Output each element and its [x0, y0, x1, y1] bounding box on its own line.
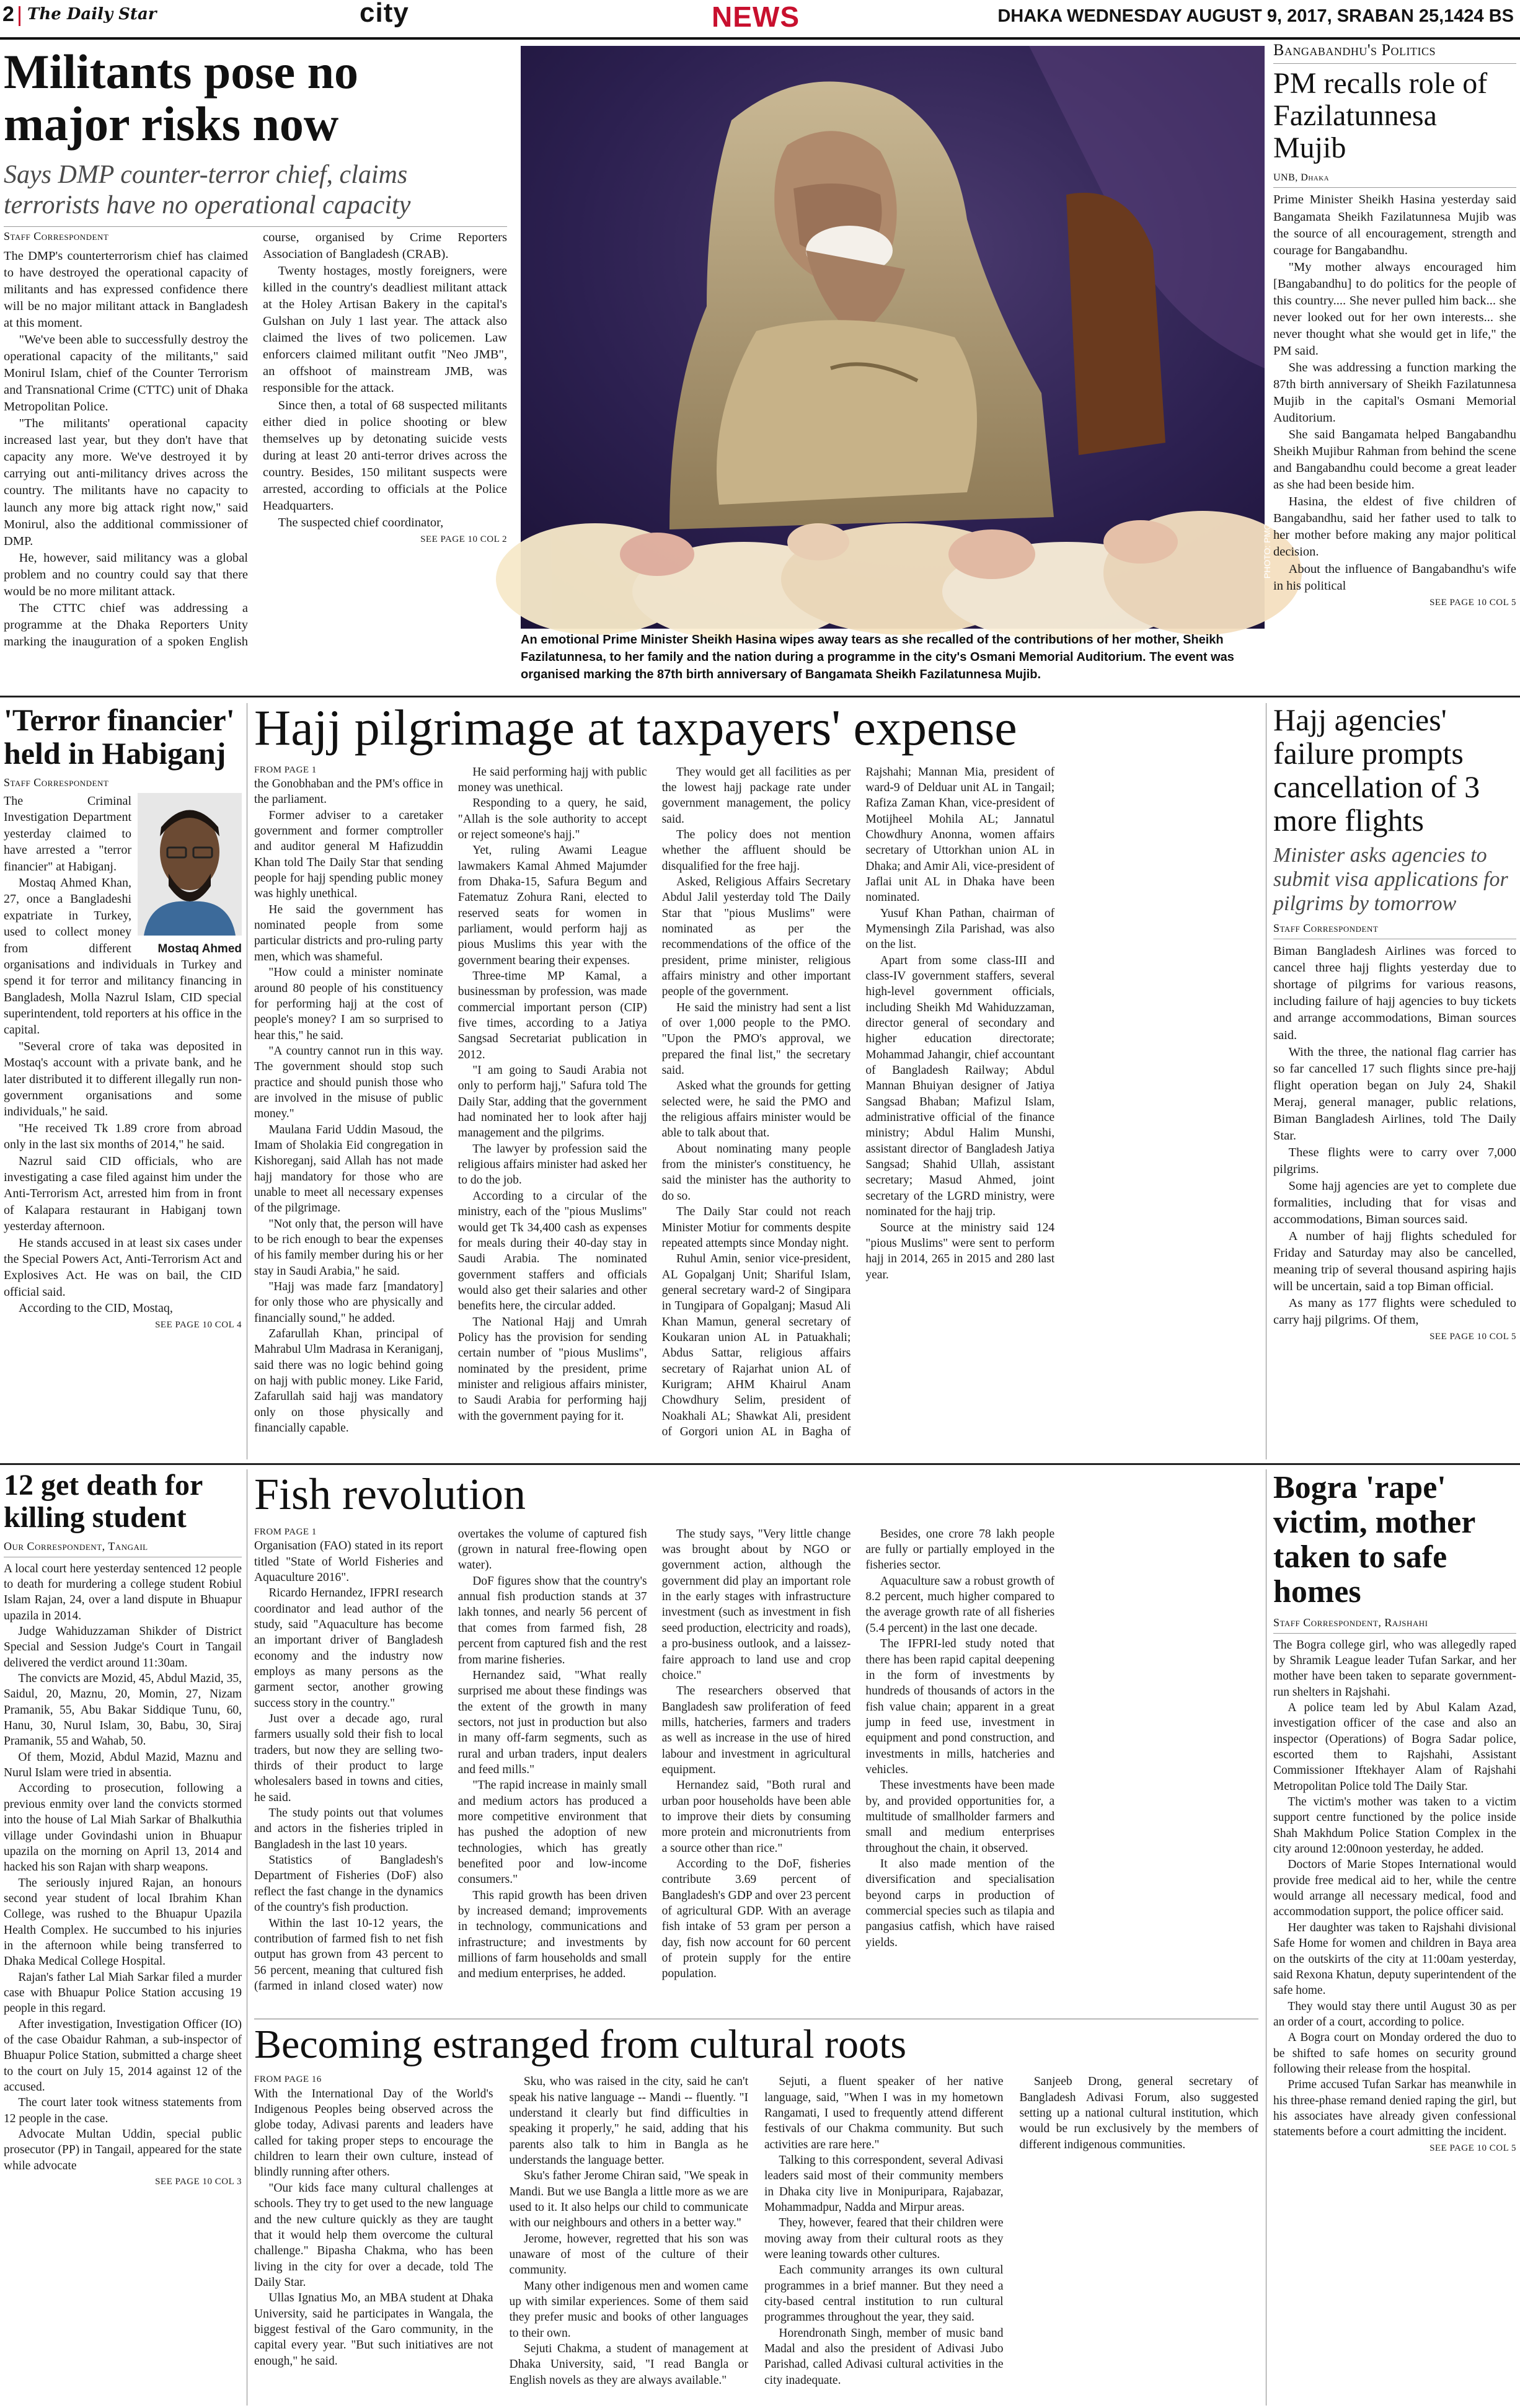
- deck-rule: [4, 226, 507, 227]
- masthead: [0, 0, 1520, 36]
- paragraph: It also made mention of the diversification and specialisation beyond carps in production of commercial species such as tilapia and pangasius catfish, which have raised yields.: [865, 1857, 1055, 1949]
- paragraph: He stands accused in at least six cases under the Special Powers Act, Anti-Terrorism Act and Explosives Act. He was on bail, the CID official said.: [4, 1236, 242, 1299]
- byline: Staff Correspondent: [1273, 922, 1379, 935]
- paragraph: A local court here yesterday sentenced 12 people to death for murdering a college student Robiul Islam Rajan, 24, over a land dispute in Bhuapur upazila in 2014.: [4, 1562, 242, 1622]
- paragraph: Judge Wahiduzzaman Shikder of District Special and Session Judge's Court in Tangail delivered the verdict around 11:30am.: [4, 1625, 242, 1670]
- article-body: [4, 229, 507, 657]
- paragraph: The researchers observed that Bangladesh saw proliferation of feed mills, hatcheries, farmers and traders as well as increase in the use of hired labour and investment in agricultural equipment.: [661, 1684, 851, 1776]
- paragraph: Sejuti Chakma, a student of management at Dhaka University, said, "I read Bangla or English novels as they are always available.": [509, 2342, 748, 2387]
- news-photo: [521, 46, 1272, 629]
- paragraph: Besides, one crore 78 lakh people are fully or partially employed in the fisheries sector.: [865, 1527, 1055, 1572]
- paragraph: She was addressing a function marking the 87th birth anniversary of Sheikh Fazilatunnesa Mujib in the capital's Osmani Memorial Auditorium.: [1273, 360, 1516, 425]
- paragraph: Former adviser to a caretaker government and former comptroller and auditor general M Hafizuddin Khan told The Daily Star that sending people for hajj spending public money was highly unethical.: [254, 808, 443, 901]
- paragraph: He said performing hajj with public money was unethical.: [457, 765, 647, 794]
- paragraph: Yusuf Khan Pathan, chairman of Mymensingh Zila Parishad, was also on the list.: [865, 906, 1055, 952]
- paragraph: Asked, Religious Affairs Secretary Abdul Jalil yesterday told The Daily Star that "pious Muslims" were nominated as per the recommendations of the office of the president, prime minister, religious affairs ministry and other important people of the government.: [661, 875, 851, 999]
- paragraph: According to a circular of the ministry, each of the "pious Muslims" would get Tk 34,400 cash as expenses for meals during their 40-day stay in Saudi Arabia. The nominated government staffers and officials would also get their salaries and other benefits here, the circular added.: [457, 1189, 647, 1313]
- paragraph: Biman Bangladesh Airlines was forced to cancel three hajj flights yesterday due to shortage of pilgrims for various reasons, including failure of hajj agencies to buy tickets and arrange accommodations, Biman sources said.: [1273, 944, 1516, 1042]
- paragraph: The study says, "Very little change was brought about by NGO or government action, although the government did play an important role in the early stages with infrastructure investment (such as investment in fish seed production, electricity and roads), a pro-business outlook, and a laissez-faire approach to land use and crop choice.": [661, 1527, 851, 1682]
- deck: Says DMP counter-terror chief, claims terrorists have no operational capacity: [4, 161, 411, 219]
- paragraph: Nazrul said CID officials, who are investigating a case filed against him under the Anti-Terrorism Act, arrested him from in front of Kalapara restaurant in Habiganj town yesterday afternoon.: [4, 1154, 242, 1234]
- paragraph: "We've been able to successfully destroy the operational capacity of the militants," said Monirul Islam, chief of the Counter Terrorism and Transnational Crime (CTTC) unit of Dhaka Metropolitan Police.: [4, 333, 248, 414]
- byline: Staff Correspondent, Rajshahi: [1273, 1616, 1428, 1629]
- paragraph: The CTTC chief was addressing a programme at the Dhaka Reporters Unity marking the inauguration of a spoken English course, organised by Crime Reporters Association of Bangladesh (CRAB).: [4, 231, 507, 648]
- paragraph: Asked what the grounds for getting selected were, he said the PMO and the religious affairs minister would be able to talk about that.: [661, 1079, 851, 1140]
- paragraph: Maulana Farid Uddin Masoud, the Imam of Sholakia Eid congregation in Kishoreganj, said Allah has not made hajj mandatory for those who are unable to meet all necessary expenses of the pilgrimage.: [254, 1123, 443, 1215]
- paragraph: Ricardo Hernandez, IFPRI research coordinator and lead author of the study, said "Aquaculture has become an important driver of Bangladesh economy and the industry now employs as many persons as the garment sector, another growing success story in the country.": [254, 1587, 443, 1710]
- paragraph: Sku, who was raised in the city, said he can't speak his native language -- Mandi -- fluently. "I understand it clearly but find difficulties in speaking it properly," he said, adding that his parents also talk to him in Bangla as he understands the language better.: [509, 2075, 748, 2167]
- paragraph: A number of hajj flights scheduled for Friday and Saturday may also be cancelled, meaning trip of several thousand aspiring hajis will be uncertain, said a top Biman official.: [1273, 1229, 1516, 1294]
- byline: Our Correspondent, Tangail: [4, 1539, 148, 1552]
- section-label: NEWS: [712, 1, 800, 33]
- paragraph: Zafarullah Khan, principal of Mahrabul Ulm Madrasa in Keraniganj, said there was no logic behind going on hajj with public money. Like Farid, Zafarullah said hajj was mandatory only on those physically and financially capable.: [254, 1327, 443, 1435]
- paragraph: Aquaculture saw a robust growth of 8.2 percent, much higher compared to the average growth rate of all fisheries (5.4 percent) in the last one decade.: [865, 1574, 1055, 1635]
- headline: 'Terror financier' held in Habiganj: [4, 702, 235, 771]
- byline: Staff Correspondent: [4, 776, 109, 789]
- paragraph: They, however, feared that their children were moving away from their cultural roots as they were leaning towards other cultures.: [764, 2216, 1004, 2262]
- paragraph: He said the ministry had sent a list of over 1,000 people to the PMO. "Upon the PMO's approval, we prepared the final list," the secretary said.: [661, 1001, 851, 1078]
- paragraph: They would stay there until August 30 as per an order of a court, according to police.: [1273, 1999, 1516, 2029]
- deck: Minister asks agencies to submit visa applications for pilgrims by tomorrow: [1273, 844, 1508, 916]
- headline: 12 get death for killing student: [4, 1469, 203, 1534]
- paragraph: They would get all facilities as per the lowest hajj package rate under government management, the policy said.: [661, 765, 851, 826]
- fish-story: [254, 1471, 1258, 2016]
- paragraph: Doctors of Marie Stopes International would provide free medical aid to her, while the centre would arrange all necessary medical, food and accommodation support, the police officer said.: [1273, 1858, 1516, 1919]
- jump-line[interactable]: SEE PAGE 10 COL 5: [1429, 2143, 1516, 2153]
- headline: Fish revolution: [254, 1469, 526, 1519]
- paragraph: Of them, Mozid, Abdul Mazid, Maznu and Nurul Islam were tried in absentia.: [4, 1750, 242, 1780]
- paragraph: According to the CID, Mostaq,: [19, 1301, 173, 1316]
- page-number: 2: [2, 2, 14, 26]
- bogra-story: [1273, 1471, 1516, 2406]
- paragraph: Advocate Multan Uddin, special public prosecutor (PP) in Tangail, appeared for the state while advocate: [4, 2128, 242, 2172]
- paragraph: The Criminal Investigation Department yesterday claimed to have arrested a "terror financier" at Habiganj.: [4, 794, 131, 874]
- paragraph: Ruhul Amin, senior vice-president, AL Gopalganj Unit; Shariful Islam, general secretary ward-2 of Singipara in Tungipara of Gopalganj; Masud Ali Khan Mamun, general secretary of Koukaran union AL in Patuakhali; Abdus Sattar, religious affairs secretary of Rajarhat union AL of Kurigram; AHM Khairul Anam Chowdhury Selim, president of Noakhali AL; Shawkat Ali, president of Gorgori union AL in Bagha of Rajshahi; Mannan Mia, president of ward-9 of Delduar unit AL in Tangail; Rafiza Zaman Khan, vice-president of Motijheel Mohila AL; Jannatul Chowdhury Anonna, women affairs secretary of Uttorkhan union AL in Dhaka; and Amir Ali, vice-president of Jaflai unit AL in Dhaka have been nominated.: [661, 765, 1055, 1438]
- paragraph: These flights were to carry over 7,000 pilgrims.: [1273, 1145, 1516, 1176]
- byline-rule: [1273, 1633, 1516, 1634]
- paragraph: With the three, the national flag carrier has so far cancelled 17 such flights since pre-hajj flight operation began on July 24, Shakil Meraj, general manager, public relations, Biman Bangladesh Airlines, told The Daily Star.: [1273, 1045, 1516, 1143]
- paragraph: Organisation (FAO) stated in its report titled "State of World Fisheries and Aquaculture 2016".: [254, 1539, 443, 1584]
- paragraph: Many other indigenous men and women came up with similar experiences. Some of them said they prefer music and books of other languages to their own.: [509, 2279, 748, 2340]
- paragraph: DoF figures show that the country's annual fish production stands at 37 lakh tonnes, and nearly 56 percent of that comes from farmed fish, 28 percent from captured fish and the rest from marine fisheries.: [457, 1574, 647, 1667]
- paragraph: Her daughter was taken to Rajshahi divisional Safe Home for women and children in Baya area on the outskirts of the city at 11:00am yesterday, said Rexona Khatun, deputy superintendent of the safe home.: [1273, 1921, 1516, 1998]
- jump-line[interactable]: SEE PAGE 10 COL 3: [155, 2177, 242, 2187]
- headline: PM recalls role of Fazilatunnesa Mujib: [1273, 67, 1488, 164]
- paragraph: Hernandez said, "What really surprised me about these findings was the extent of the growth in many sectors, not just in production but also in many off-farm segments, such as rural and urban traders, input dealers and feed mills.": [457, 1668, 647, 1776]
- death-sentence-story: [4, 1469, 242, 2406]
- paragraph: "Several crore of taka was deposited in Mostaq's account with a private bank, and he later distributed it to different illegally run non-government organisations and some individuals," he said.: [4, 1039, 242, 1119]
- paragraph: This rapid growth has been driven by increased demand; improvements in technology, communications and infrastructure; and investments by millions of farm households and small and medium enterprises, he added.: [457, 1888, 647, 1981]
- jump-line[interactable]: SEE PAGE 10 COL 2: [420, 534, 507, 544]
- section-rule: [0, 696, 1520, 697]
- paragraph: After investigation, Investigation Officer (IO) of the case Obaidur Rahman, a sub-inspector of Bhuapur Police Station, submitted a charge sheet to the court on July 15, 2014 against 12 of the accused.: [4, 2017, 242, 2094]
- paragraph: Sejuti, a fluent speaker of her native language, said, "When I was in my hometown Rangamati, I used to frequently attend different festivals of our Chakma community. But such activities are rare here.": [764, 2075, 1004, 2151]
- paragraph: A police team led by Abul Kalam Azad, investigation officer of the case and also an inspector (Operations) of Bogra Sadar police, escorted them to Rajshahi, Assistant Commissioner Iftekhayer Alam of Rajshahi Metropolitan Police told The Daily Star.: [1273, 1701, 1516, 1793]
- paragraph: The IFPRI-led study noted that there has been rapid capital deepening in the form of investments by hundreds of thousands of actors in the fish value chain; apparent in a great jump in feed use, investment in equipment and pond construction, and investments in mills, hatcheries and vehicles.: [865, 1637, 1055, 1776]
- paragraph: "The militants' operational capacity increased last year, but they don't have that capacity any more. We've destroyed it by carrying out anti-militancy drives across the country. The militants have no capacity to launch any more big attack right now," said Monirul, also the additional commissioner of DMP.: [4, 417, 248, 548]
- kicker: Bangabandhu's Politics: [1273, 41, 1436, 59]
- paragraph: "I am going to Saudi Arabia not only to perform hajj," Safura told The Daily Star, adding that the government had nominated her to look after hajj management and the pilgrims.: [457, 1064, 647, 1140]
- jump-line[interactable]: SEE PAGE 10 COL 5: [1429, 597, 1516, 608]
- paragraph: Sku's father Jerome Chiran said, "We speak in Mandi. But we use Bangla a little more as we are used to it. It also helps our child to communicate with our neighbours and others in a better way.": [509, 2169, 748, 2230]
- from-page: FROM PAGE 1: [254, 1526, 317, 1537]
- byline: Staff Correspondent: [4, 230, 109, 243]
- paragraph: The seriously injured Rajan, an honours second year student of local Ibrahim Khan College, was rushed to the Bhuapur Upazila Health Complex. He succumbed to his injuries in the afternoon while being transferred to Dhaka Medical College Hospital.: [4, 1876, 242, 1968]
- headline: Bogra 'rape' victim, mother taken to safe homes: [1273, 1470, 1475, 1610]
- paragraph: According to the DoF, fisheries contribute 3.69 percent of Bangladesh's GDP and over 23 percent of agricultural GDP. With an average fish intake of 53 gram per person a day, fish now account for 60 percent of protein supply for the entire population.: [661, 1857, 851, 1981]
- headline: Hajj agencies' failure prompts cancellation of 3 more flights: [1273, 702, 1480, 838]
- paragraph: Since then, a total of 68 suspected militants either died in police shooting or blew themselves up by detonating suicide vests during at least 20 anti-terror drives across the country. Besides, 150 militant suspects were arrested, according to officials at the Police Headquarters.: [263, 398, 507, 513]
- paragraph: Prime Minister Sheikh Hasina yesterday said Bangamata Sheikh Fazilatunnesa Mujib was the source of all encouragement, strength and courage for Bangabandhu.: [1273, 193, 1516, 257]
- pm-photo: [521, 46, 1265, 629]
- paragraph: Source at the ministry said 124 "pious Muslims" were sent to perform hajj in 2014, 265 in 2015 and 280 last year.: [865, 1221, 1055, 1281]
- paragraph: Rajan's father Lal Miah Sarkar filed a murder case with Bhuapur Police Station accusing 19 people in this regard.: [4, 1970, 242, 2016]
- paragraph: As many as 177 flights were scheduled to carry hajj pilgrims. Of them,: [1273, 1296, 1516, 1327]
- paragraph: "A country cannot run in this way. The government should stop such practice and should punish those who are involved in the misuse of public money.": [254, 1044, 443, 1121]
- paragraph: "How could a minister nominate around 80 people of his constituency for performing hajj at the cost of people's money? I am so surprised to hear this," he said.: [254, 966, 443, 1042]
- paragraph: Hernandez said, "Both rural and urban poor households have been able to improve their diets by consuming more protein and micronutrients from a source other than rice.": [661, 1779, 851, 1855]
- article-body: [254, 2074, 1258, 2396]
- terror-story: [4, 703, 242, 1447]
- paragraph: The study points out that volumes and actors in the fisheries tripled in Bangladesh in the last 10 years.: [254, 1807, 443, 1851]
- paragraph: Jerome, however, regretted that his son was unaware of most of the culture of their community.: [509, 2232, 748, 2277]
- article-body: [1273, 1637, 1516, 2155]
- masthead-divider: [19, 6, 20, 26]
- paragraph: Each community arranges its own cultural programmes in a brief manner. But they need a city-based central institution to run cultural programmes throughout the year, they said.: [764, 2264, 1004, 2324]
- paragraph: The suspected chief coordinator,: [278, 515, 444, 529]
- paragraph: Within the last 10-12 years, the contribution of farmed fish to net fish output has grown from 43 percent to 56 percent, meaning that cultured fish (farmed in inland closed water) now overtakes the volume of captured fish (grown in natural free-flowing open water).: [254, 1527, 647, 1993]
- paragraph: Responding to a query, he said, "Allah is the sole authority to accept or reject someone's hajj.": [457, 797, 647, 841]
- hajj-agencies-story: [1273, 703, 1516, 1459]
- paragraph: These investments have been made by, and provided opportunities for, a multitude of smallholder farmers and small and medium enterprises throughout the chain, it observed.: [865, 1779, 1055, 1855]
- paragraph: Three-time MP Kamal, a businessman by profession, was made commercial important person (CIP) five times, according to a Jatiya Sangsad Secretariat publication in 2012.: [457, 970, 647, 1061]
- paragraph: "My mother always encouraged him [Bangabandhu] to do politics for the people of this country.... She never pulled him back... she never looked out for her own interests... she never thought what she would get in life," the PM said.: [1273, 260, 1516, 358]
- mugshot: [138, 793, 242, 954]
- paragraph: The court later took witness statements from 12 people in the case.: [4, 2096, 242, 2125]
- paragraph: The victim's mother was taken to a victim support centre functioned by the police inside Shah Makhdum Police Station Complex in the city around 12:00noon yesterday, he added.: [1273, 1795, 1516, 1856]
- paragraph: She said Bangamata helped Bangabandhu Sheikh Mujibur Rahman from behind the scene and Bangabandhu could become a great leader as she had been beside him.: [1273, 428, 1516, 492]
- article-body: [1273, 943, 1516, 1343]
- paragraph: Some hajj agencies are yet to complete due formalities, including that for visas and accommodations, Biman sources said.: [1273, 1179, 1516, 1227]
- headline: Becoming estranged from cultural roots: [254, 2022, 907, 2067]
- paragraph: Talking to this correspondent, several Adivasi leaders said most of their community members in Dhaka city live in Monipuripara, Rajabazar, Mohammadpur, Nadda and Mirpur areas.: [764, 2153, 1004, 2215]
- paragraph: The lawyer by profession said the religious affairs minister had asked her to do the job.: [457, 1142, 647, 1187]
- paragraph: A Bogra court on Monday ordered the duo to be shifted to safe homes on security ground following their release from the hospital.: [1273, 2031, 1516, 2076]
- paragraph: He said the government has nominated people from some particular districts and pro-ruling party men, which was shameful.: [254, 903, 443, 963]
- paragraph: "Hajj was made farz [mandatory] for only those who are physically and financially sound," he added.: [254, 1280, 443, 1325]
- paragraph: The National Hajj and Umrah Policy has the provision for sending certain number of "pious Muslims", nominated by the president, prime minister and religious affairs minister, to Saudi Arabia for performing hajj with the government paying for it.: [457, 1315, 647, 1423]
- from-page: FROM PAGE 1: [254, 764, 317, 775]
- section-name: city: [360, 0, 409, 28]
- paragraph: With the International Day of the World's Indigenous Peoples being observed across the globe today, Adivasi parents and leaders have called for taking proper steps to encourage the children to learn their own culture, instead of blindly running after others.: [254, 2087, 493, 2179]
- article-body: [254, 764, 1258, 1446]
- article-body: [4, 793, 242, 1331]
- paragraph: Prime accused Tufan Sarkar has meanwhile in his three-phase remand denied raping the girl, but his associates have already given confessional statements before a court admitting the incident.: [1273, 2078, 1516, 2139]
- paragraph: Hasina, the eldest of five children of Bangabandhu, said her father used to talk to her mother before making any major political decision.: [1273, 495, 1516, 559]
- mugshot-caption: Mostaq Ahmed: [157, 942, 242, 956]
- headline: Hajj pilgrimage at taxpayers' expense: [254, 699, 1017, 756]
- paragraph: Mostaq Ahmed Khan, 27, once a Bangladeshi expatriate in Turkey, used to collect money from different organisations and individuals in Turkey and spend it for terror and militancy financing in Bangladesh, Molla Nazrul Islam, CID special superintendent, told reporters at his office in the capital.: [4, 875, 242, 1037]
- jump-line[interactable]: SEE PAGE 10 COL 5: [1429, 1332, 1516, 1342]
- paragraph: Horendronath Singh, member of music band Madal and also the president of Adivasi Jubo Parishad, called Adivasi cultural activities in the city inadequate.: [764, 2326, 1004, 2387]
- paragraph: Apart from some class-III and class-IV government staffers, several high-level government officials, including Sheikh Md Wahiduzzaman, director general of secondary and higher education directorate; Mohammad Jahangir, chief accountant of Bangladesh Railway; Abdul Mannan Bhuiyan designer of Jatiya Sangsad Bhaban; Mafizul Islam, administrative official of the finance ministry; Abdul Halim Munshi, assistant director of Bangladesh Jatiya Sangsad; Shahid Ullah, assistant secretary; Masud Ahmed, joint secretary of the LGRD ministry, were nominated for the hajj trip.: [865, 954, 1055, 1219]
- from-page: FROM PAGE 16: [254, 2074, 322, 2085]
- article-body: [1273, 192, 1516, 609]
- militants-story: [4, 46, 512, 691]
- paragraph: the Gonobhaban and the PM's office in the parliament.: [254, 777, 443, 807]
- photo-caption: An emotional Prime Minister Sheikh Hasina wipes away tears as she recalled of the contributions of her mother, Sheikh Fazilatunnesa, to her family and the nation during a programme in the city's Osmani Memorial Auditorium. The event was organised marking the 87th birth anniversary of Bangamata Sheikh Fazilatunnesa Mujib.: [521, 633, 1234, 681]
- bangabandhu-story: [1273, 41, 1516, 692]
- photo-credit: PHOTO: PMO: [1262, 523, 1272, 579]
- paragraph: About nominating many people from the minister's constituency, he said the minister has the authority to do so.: [661, 1142, 851, 1203]
- paragraph: Statistics of Bangladesh's Department of Fisheries (DoF) also reflect the fast change in the dynamics of the country's fish production.: [254, 1854, 443, 1914]
- paragraph: About the influence of Bangabandhu's wife in his political: [1273, 562, 1516, 593]
- jump-line[interactable]: SEE PAGE 10 COL 4: [155, 1319, 242, 1330]
- paragraph: The Bogra college girl, who was allegedly raped by Shramik League leader Tufan Sarkar, and her mother have been taken to separate government-run shelters in Rajshahi.: [1273, 1638, 1516, 1699]
- paragraph: He, however, said militancy was a global problem and no country could say that there would be no more militant attack.: [4, 551, 248, 598]
- paragraph: Just over a decade ago, rural farmers usually sold their fish to local traders, but now they are selling two-thirds of their product to large wholesalers based in towns and cities, he said.: [254, 1712, 443, 1804]
- cultural-story: [254, 2022, 1258, 2407]
- paragraph: The Daily Star could not reach Minister Motiur for comments despite repeated attempts since Monday night.: [661, 1205, 851, 1250]
- paragraph: Sanjeeb Drong, general secretary of Bangladesh Adivasi Forum, also suggested setting up a national cultural institution, which would be run exclusively by the members of different indigenous communities.: [1019, 2075, 1258, 2151]
- paragraph: According to prosecution, following a previous enmity over land the convicts stormed into the house of Lal Miah Sarkar of Bhalkuthia village under Govindashi union in Bhuapur upazila on the morning on April 13, 2014 and hacked his son Rajan with sharp weapons.: [4, 1782, 242, 1874]
- headline: Militants pose no major risks now: [4, 45, 359, 151]
- paragraph: "He received Tk 1.89 crore from abroad only in the last six months of 2014," he said.: [4, 1121, 242, 1152]
- paragraph: "The rapid increase in mainly small and medium actors has produced a more competitive environment that has pushed the adoption of new technologies, which has greatly benefited poor and low-income consumers.": [457, 1779, 647, 1887]
- paper-name: The Daily Star: [27, 5, 157, 24]
- paragraph: The DMP's counterterrorism chief has claimed to have destroyed the operational capacity of militants and has expressed confidence there will be no major militant attack in Bangladesh at this moment.: [4, 249, 248, 330]
- paragraph: "Our kids face many cultural challenges at schools. They try to get used to the new language and the new culture quickly as they are taught that it would help them overcome the cultural challenge." Bipasha Chakma, who has been living in the city for over a decade, told The Daily Star.: [254, 2181, 493, 2289]
- paragraph: Twenty hostages, mostly foreigners, were killed in the country's deadliest militant attack at the Holey Artisan Bakery in the capital's Gulshan on July 1 last year. The attack also claimed the lives of two policemen. Law enforcers claimed militant outfit "Neo JMB", an offshoot of mainstream JMB, was responsible for the attack.: [263, 264, 507, 396]
- byline-rule: [1273, 187, 1516, 188]
- masthead-rule: [0, 37, 1520, 40]
- paragraph: Ullas Ignatius Mo, an MBA student at Dhaka University, said he participates in Wangala, the biggest festival of the Garo community, in the capital every year. "But such initiatives are not enough," he said.: [254, 2291, 493, 2368]
- article-body: [254, 1526, 1258, 2004]
- paragraph: The policy does not mention whether the affluent should be disqualified for the free hajj.: [661, 828, 851, 873]
- paragraph: Yet, ruling Awami League lawmakers Kamal Ahmed Majumder from Dhaka-15, Safura Begum and Fatematuz Zohura Rani, elected to reserved seats for women in parliament, would perform hajj as pious Muslims this year with the government bearing their expenses.: [457, 844, 647, 967]
- mugshot-photo: [138, 793, 242, 936]
- paragraph: The convicts are Mozid, 45, Abdul Mazid, 35, Saidul, 20, Maznu, 20, Momin, 27, Nizam Pramanik, 55, Abu Bakar Siddique Tunu, 60, Hanu, 30, Nurul Islam, 30, Babu, 30, Siraj Pramanik, 55 and Wahab, 50.: [4, 1672, 242, 1748]
- byline: UNB, Dhaka: [1273, 172, 1330, 184]
- hajj-story: [254, 701, 1258, 1463]
- dateline: DHAKA WEDNESDAY AUGUST 9, 2017, SRABAN 25,1424 BS: [997, 6, 1514, 26]
- paragraph: "Not only that, the person will have to be rich enough to bear the expenses of his family member during his or her stay in Saudi Arabia," he said.: [254, 1217, 443, 1278]
- kicker-rule: [1273, 63, 1516, 64]
- section-rule: [0, 1463, 1520, 1465]
- article-body: [4, 1561, 242, 2189]
